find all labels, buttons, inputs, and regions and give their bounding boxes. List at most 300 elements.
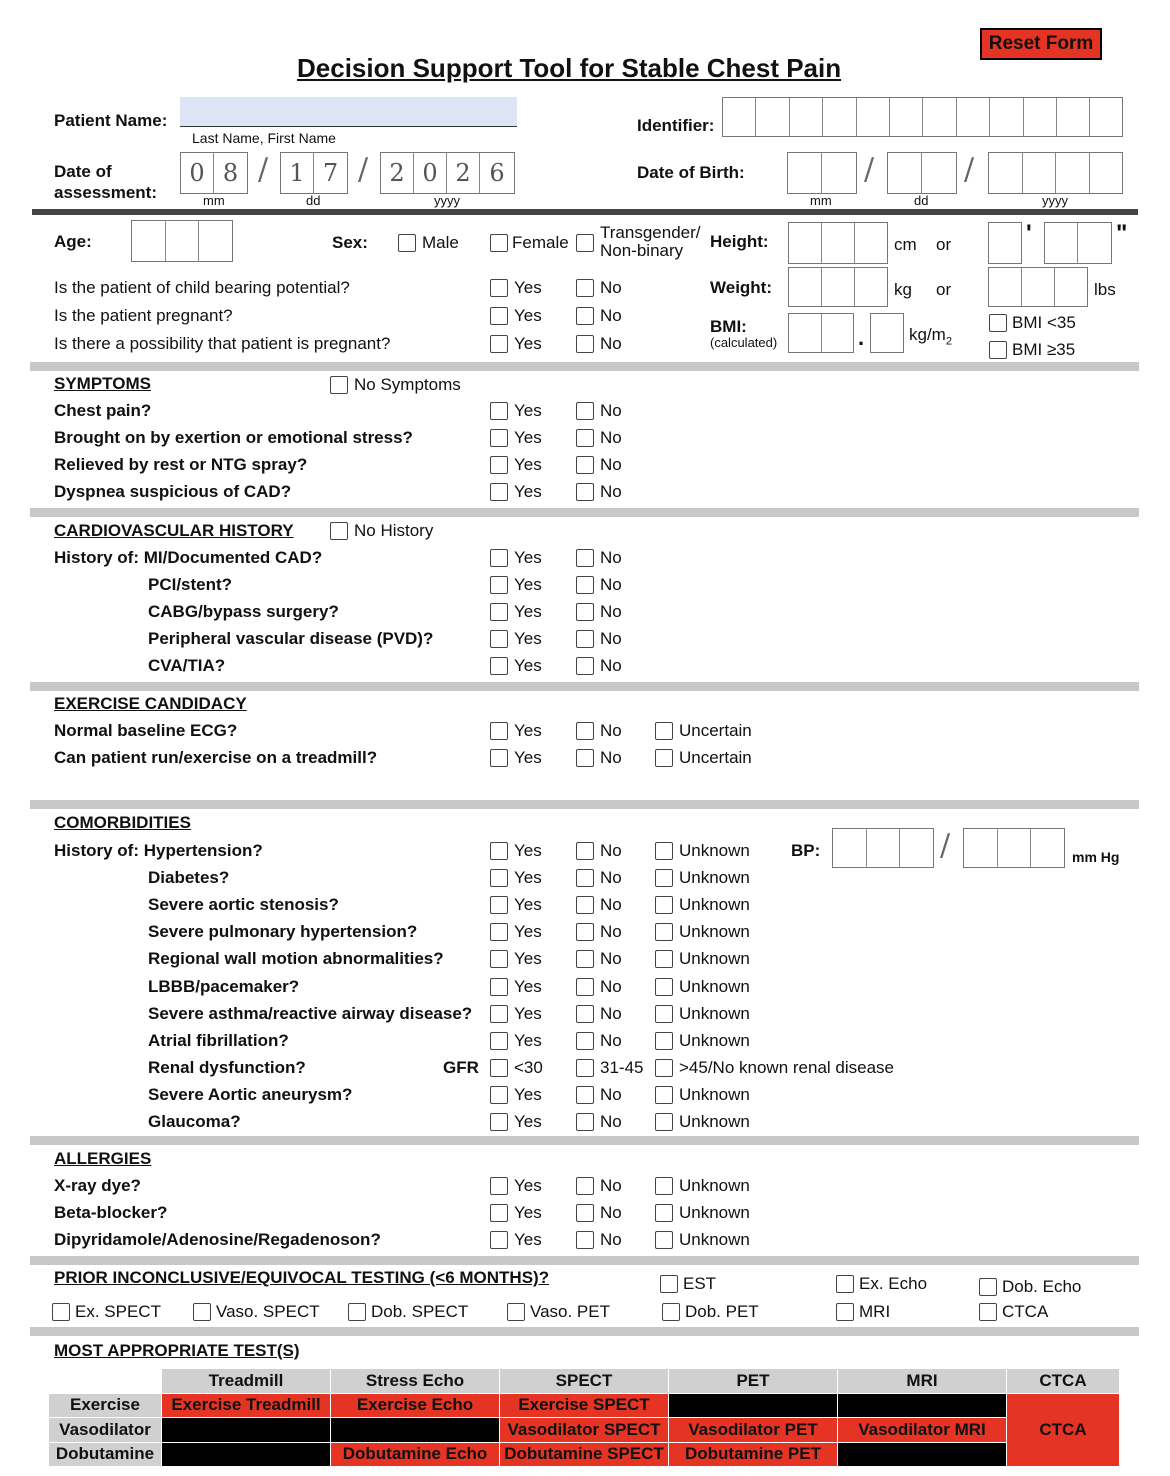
- dd-hint: dd: [914, 193, 929, 208]
- cell-empty: [162, 1418, 331, 1443]
- option-yes-label: Yes: [514, 977, 542, 996]
- option-yes-label: Yes: [514, 428, 542, 447]
- cell-empty: [669, 1393, 838, 1418]
- comorbidity-6-unknown-checkbox[interactable]: [655, 1005, 673, 1023]
- option-no-label: No: [600, 401, 622, 420]
- comorbidity-question: Atrial fibrillation?: [148, 1031, 289, 1050]
- prior-dob-pet-checkbox[interactable]: [662, 1303, 680, 1321]
- option-yes-label: Yes: [514, 575, 542, 594]
- row-dobutamine: Dobutamine: [49, 1442, 162, 1467]
- col-stress-echo: Stress Echo: [331, 1369, 500, 1394]
- symptom-3-yes-checkbox[interactable]: [490, 483, 508, 501]
- option-unknown-label: Unknown: [679, 1085, 750, 1104]
- option-yes-label: Yes: [514, 656, 542, 675]
- exercise-header: EXERCISE CANDIDACY: [54, 694, 247, 713]
- option-yes-label: Yes: [514, 1085, 542, 1104]
- option-no-label: No: [600, 629, 622, 648]
- option-yes-label: Yes: [514, 1004, 542, 1023]
- allergy-question: X-ray dye?: [54, 1176, 141, 1195]
- dd-hint: dd: [306, 193, 321, 208]
- allergy-0-no-checkbox[interactable]: [576, 1177, 594, 1195]
- option-no-label: No: [600, 1230, 622, 1249]
- comorbidity-question: LBBB/pacemaker?: [148, 977, 300, 996]
- comorbidity-question: Severe asthma/reactive airway disease?: [148, 1004, 473, 1023]
- assessment-date-label-2: assessment:: [54, 183, 158, 202]
- identifier-field[interactable]: [722, 97, 1123, 137]
- cv-1-no-checkbox[interactable]: [576, 576, 594, 594]
- allergy-1-no-checkbox[interactable]: [576, 1204, 594, 1222]
- reset-form-button[interactable]: Reset Form: [980, 28, 1102, 60]
- col-mri: MRI: [838, 1369, 1007, 1394]
- symptom-2-yes-checkbox[interactable]: [490, 456, 508, 474]
- comorbidity-1-yes-checkbox[interactable]: [490, 869, 508, 887]
- option-yes-label: Yes: [514, 629, 542, 648]
- age-field[interactable]: [131, 220, 233, 262]
- symptom-1-yes-checkbox[interactable]: [490, 429, 508, 447]
- cell-vasodilator-spect: Vasodilator SPECT: [500, 1418, 669, 1443]
- sex-label: Sex:: [332, 233, 368, 252]
- bp-slash: /: [940, 828, 951, 863]
- option-no-label: No: [600, 455, 622, 474]
- weight-or: or: [936, 280, 952, 299]
- bmi-label: BMI:: [710, 317, 747, 336]
- prior-est-label: EST: [683, 1274, 717, 1293]
- comorbidity-3-yes-checkbox[interactable]: [490, 923, 508, 941]
- cell-dobutamine-echo: Dobutamine Echo: [331, 1442, 500, 1467]
- option-unknown-label: Unknown: [679, 1112, 750, 1131]
- prior-dob-pet-label: Dob. PET: [685, 1302, 759, 1321]
- option-unknown-label: Unknown: [679, 949, 750, 968]
- symptom-2-no-checkbox[interactable]: [576, 456, 594, 474]
- prior-mri-checkbox[interactable]: [836, 1303, 854, 1321]
- comorbidities-header: COMORBIDITIES: [54, 813, 191, 832]
- col-treadmill: Treadmill: [162, 1369, 331, 1394]
- tests-table: [48, 1368, 1120, 1467]
- option-no-label: No: [600, 748, 622, 767]
- option-unknown-label: Unknown: [679, 1230, 750, 1249]
- allergy-0-yes-checkbox[interactable]: [490, 1177, 508, 1195]
- option-no-label: No: [600, 868, 622, 887]
- option-no-label: No: [600, 1004, 622, 1023]
- comorbidity-2-unknown-checkbox[interactable]: [655, 896, 673, 914]
- cell-empty: [838, 1442, 1007, 1467]
- age-label: Age:: [54, 232, 92, 251]
- option-no-label: No: [600, 1031, 622, 1050]
- weight-lbs-unit: lbs: [1094, 280, 1116, 299]
- patient-name-field[interactable]: [180, 97, 517, 127]
- comorbidity-2-yes-checkbox[interactable]: [490, 896, 508, 914]
- cv-question: CVA/TIA?: [148, 656, 226, 675]
- cv-question: Peripheral vascular disease (PVD)?: [148, 629, 434, 648]
- gfr-lt30-label: <30: [514, 1058, 543, 1077]
- cell-empty: [838, 1393, 1007, 1418]
- option-no-label: No: [600, 1112, 622, 1131]
- option-no-label: No: [600, 602, 622, 621]
- gfr-lt30-checkbox[interactable]: [490, 1059, 508, 1077]
- option-no-label: No: [600, 548, 622, 567]
- option-yes-label: Yes: [514, 602, 542, 621]
- option-yes-label: Yes: [514, 748, 542, 767]
- symptom-3-no-checkbox[interactable]: [576, 483, 594, 501]
- weight-kg-field[interactable]: [788, 267, 888, 307]
- option-unknown-label: Unknown: [679, 841, 750, 860]
- identifier-label: Identifier:: [637, 116, 715, 135]
- symptom-question: Relieved by rest or NTG spray?: [54, 455, 308, 474]
- comorbidity-7-no-checkbox[interactable]: [576, 1032, 594, 1050]
- comorbidity-question: Renal dysfunction?: [148, 1058, 306, 1077]
- option-yes-label: Yes: [514, 1203, 542, 1222]
- patient-name-hint: Last Name, First Name: [192, 130, 336, 146]
- mm-hint: mm: [203, 193, 225, 208]
- comorbidity-10-yes-checkbox[interactable]: [490, 1113, 508, 1131]
- dob-label: Date of Birth:: [637, 163, 745, 182]
- weight-kg-unit: kg: [894, 280, 912, 299]
- option-no-label: No: [600, 428, 622, 447]
- option-yes-label: Yes: [514, 455, 542, 474]
- comorbidity-10-unknown-checkbox[interactable]: [655, 1113, 673, 1131]
- cv-0-no-checkbox[interactable]: [576, 549, 594, 567]
- option-yes-label: Yes: [514, 721, 542, 740]
- option-no-label: No: [600, 977, 622, 996]
- patient-name-label: Patient Name:: [54, 111, 168, 130]
- bmi-lt35-label: BMI <35: [1012, 313, 1076, 332]
- cell-exercise-spect: Exercise SPECT: [500, 1393, 669, 1418]
- divider: [32, 209, 1138, 215]
- allergy-2-no-checkbox[interactable]: [576, 1231, 594, 1249]
- cell-vasodilator-mri: Vasodilator MRI: [838, 1418, 1007, 1443]
- option-uncertain-label: Uncertain: [679, 748, 752, 767]
- option-yes-label: Yes: [514, 922, 542, 941]
- prior-vaso-pet-label: Vaso. PET: [530, 1302, 610, 1321]
- option-yes-label: Yes: [514, 278, 542, 297]
- tests-header: MOST APPROPRIATE TEST(S): [54, 1341, 300, 1360]
- option-unknown-label: Unknown: [679, 1004, 750, 1023]
- mm-hint: mm: [810, 193, 832, 208]
- prior-est-checkbox[interactable]: [660, 1275, 678, 1293]
- option-no-label: No: [600, 334, 622, 353]
- assessment-day-field[interactable]: 1 7: [280, 152, 348, 194]
- weight-label: Weight:: [710, 278, 773, 297]
- col-pet: PET: [669, 1369, 838, 1394]
- option-no-label: No: [600, 721, 622, 740]
- option-no-label: No: [600, 841, 622, 860]
- option-yes-label: Yes: [514, 1230, 542, 1249]
- comorbidity-7-yes-checkbox[interactable]: [490, 1032, 508, 1050]
- prior-ex-spect-label: Ex. SPECT: [75, 1302, 161, 1321]
- comorbidity-1-no-checkbox[interactable]: [576, 869, 594, 887]
- bp-unit: mm Hg: [1072, 849, 1120, 865]
- cv-1-yes-checkbox[interactable]: [490, 576, 508, 594]
- bmi-whole-field[interactable]: [788, 313, 854, 353]
- row-exercise: Exercise: [49, 1393, 162, 1418]
- comorbidity-9-yes-checkbox[interactable]: [490, 1086, 508, 1104]
- comorbidity-7-unknown-checkbox[interactable]: [655, 1032, 673, 1050]
- comorbidity-question: Regional wall motion abnormalities?: [148, 949, 444, 968]
- allergy-question: Dipyridamole/Adenosine/Regadenoson?: [54, 1230, 381, 1249]
- possibly-pregnant-yes-checkbox[interactable]: [490, 335, 508, 353]
- option-unknown-label: Unknown: [679, 1203, 750, 1222]
- option-yes-label: Yes: [514, 306, 542, 325]
- prior-vaso-spect-label: Vaso. SPECT: [216, 1302, 320, 1321]
- allergy-0-unknown-checkbox[interactable]: [655, 1177, 673, 1195]
- symptoms-header: SYMPTOMS: [54, 374, 151, 393]
- comorbidity-5-unknown-checkbox[interactable]: [655, 978, 673, 996]
- option-yes-label: Yes: [514, 1031, 542, 1050]
- prior-ex-echo-label: Ex. Echo: [859, 1274, 928, 1293]
- exercise-question: Normal baseline ECG?: [54, 721, 238, 740]
- option-yes-label: Yes: [514, 1112, 542, 1131]
- sex-female-label: Female: [512, 233, 569, 252]
- allergy-1-yes-checkbox[interactable]: [490, 1204, 508, 1222]
- gfr-gt45-checkbox[interactable]: [655, 1059, 673, 1077]
- comorbidity-4-yes-checkbox[interactable]: [490, 950, 508, 968]
- option-no-label: No: [600, 656, 622, 675]
- q-pregnant: Is the patient pregnant?: [54, 306, 233, 325]
- child-bearing-no-checkbox[interactable]: [576, 279, 594, 297]
- pregnant-no-checkbox[interactable]: [576, 307, 594, 325]
- date-slash: /: [964, 152, 975, 187]
- sex-transgender-label-1: Transgender/: [600, 223, 701, 242]
- yyyy-hint: yyyy: [434, 193, 460, 208]
- section-separator: [30, 1136, 1139, 1145]
- section-separator: [30, 362, 1139, 371]
- dob-day-field[interactable]: [887, 152, 957, 194]
- symptom-0-no-checkbox[interactable]: [576, 402, 594, 420]
- height-cm-unit: cm: [894, 235, 917, 254]
- cell-ctca: CTCA: [1007, 1393, 1120, 1467]
- date-slash: /: [258, 152, 269, 187]
- sex-male-label: Male: [422, 233, 459, 252]
- option-no-label: No: [600, 575, 622, 594]
- prior-ex-spect-checkbox[interactable]: [52, 1303, 70, 1321]
- row-vasodilator: Vasodilator: [49, 1418, 162, 1443]
- option-yes-label: Yes: [514, 868, 542, 887]
- exercise-0-yes-checkbox[interactable]: [490, 722, 508, 740]
- possibly-pregnant-no-checkbox[interactable]: [576, 335, 594, 353]
- symptom-1-no-checkbox[interactable]: [576, 429, 594, 447]
- no-symptoms-checkbox[interactable]: [330, 376, 348, 394]
- height-label: Height:: [710, 232, 769, 251]
- option-no-label: No: [600, 482, 622, 501]
- bp-label: BP:: [791, 841, 821, 860]
- prior-dob-echo-label: Dob. Echo: [1002, 1277, 1082, 1296]
- bp-diastolic-field[interactable]: [963, 828, 1065, 868]
- comorbidity-5-no-checkbox[interactable]: [576, 978, 594, 996]
- gfr-31-45-checkbox[interactable]: [576, 1059, 594, 1077]
- height-cm-field[interactable]: [788, 222, 888, 264]
- prior-testing-header: PRIOR INCONCLUSIVE/EQUIVOCAL TESTING (<6 MONTHS)?: [54, 1268, 550, 1287]
- gfr-label: GFR: [443, 1058, 479, 1077]
- feet-mark: ': [1026, 220, 1032, 247]
- prior-ctca-checkbox[interactable]: [979, 1303, 997, 1321]
- height-inches-field[interactable]: [1044, 222, 1112, 264]
- sex-female-checkbox[interactable]: [490, 234, 508, 252]
- prior-dob-spect-checkbox[interactable]: [348, 1303, 366, 1321]
- exercise-0-uncertain-checkbox[interactable]: [655, 722, 673, 740]
- option-no-label: No: [600, 1085, 622, 1104]
- comorbidity-question: Diabetes?: [148, 868, 230, 887]
- comorbidity-0-yes-checkbox[interactable]: [490, 842, 508, 860]
- option-yes-label: Yes: [514, 949, 542, 968]
- comorbidity-5-yes-checkbox[interactable]: [490, 978, 508, 996]
- comorbidity-9-no-checkbox[interactable]: [576, 1086, 594, 1104]
- option-no-label: No: [600, 278, 622, 297]
- height-or: or: [936, 235, 952, 254]
- assessment-month-field[interactable]: 0 8: [180, 152, 248, 194]
- bmi-unit: $kg/m_2$: [909, 325, 952, 348]
- exercise-1-uncertain-checkbox[interactable]: [655, 749, 673, 767]
- symptom-0-yes-checkbox[interactable]: [490, 402, 508, 420]
- option-no-label: No: [600, 1203, 622, 1222]
- option-yes-label: Yes: [514, 1176, 542, 1195]
- option-yes-label: Yes: [514, 548, 542, 567]
- cv-4-yes-checkbox[interactable]: [490, 657, 508, 675]
- pregnant-yes-checkbox[interactable]: [490, 307, 508, 325]
- option-uncertain-label: Uncertain: [679, 721, 752, 740]
- cell-vasodilator-pet: Vasodilator PET: [669, 1418, 838, 1443]
- comorbidity-1-unknown-checkbox[interactable]: [655, 869, 673, 887]
- cv-0-yes-checkbox[interactable]: [490, 549, 508, 567]
- bmi-ge35-label: BMI ≥35: [1012, 340, 1076, 359]
- cv-3-no-checkbox[interactable]: [576, 630, 594, 648]
- cell-dobutamine-spect: Dobutamine SPECT: [500, 1442, 669, 1467]
- cv-history-header: CARDIOVASCULAR HISTORY: [54, 521, 294, 540]
- section-separator: [30, 1256, 1139, 1265]
- option-yes-label: Yes: [514, 334, 542, 353]
- comorbidity-4-no-checkbox[interactable]: [576, 950, 594, 968]
- comorbidity-question: Severe pulmonary hypertension?: [148, 922, 418, 941]
- prior-vaso-spect-checkbox[interactable]: [193, 1303, 211, 1321]
- prior-mri-label: MRI: [859, 1302, 891, 1321]
- option-no-label: No: [600, 1176, 622, 1195]
- gfr-31-45-label: 31-45: [600, 1058, 644, 1077]
- comorbidity-question: Glaucoma?: [148, 1112, 241, 1131]
- col-ctca: CTCA: [1007, 1369, 1120, 1394]
- allergy-1-unknown-checkbox[interactable]: [655, 1204, 673, 1222]
- comorbidity-3-no-checkbox[interactable]: [576, 923, 594, 941]
- dob-month-field[interactable]: [787, 152, 857, 194]
- symptom-question: Dyspnea suspicious of CAD?: [54, 482, 292, 501]
- dob-year-field[interactable]: [988, 152, 1123, 194]
- cv-2-yes-checkbox[interactable]: [490, 603, 508, 621]
- exercise-1-yes-checkbox[interactable]: [490, 749, 508, 767]
- no-history-checkbox[interactable]: [330, 522, 348, 540]
- date-slash: /: [864, 152, 875, 187]
- comorbidity-10-no-checkbox[interactable]: [576, 1113, 594, 1131]
- col-spect: SPECT: [500, 1369, 669, 1394]
- no-history-label: No History: [354, 521, 434, 540]
- q-child-bearing: Is the patient of child bearing potential?: [54, 278, 350, 297]
- cell-empty: [162, 1442, 331, 1467]
- comorbidity-3-unknown-checkbox[interactable]: [655, 923, 673, 941]
- allergy-question: Beta-blocker?: [54, 1203, 168, 1222]
- prior-ctca-label: CTCA: [1002, 1302, 1049, 1321]
- cv-question: CABG/bypass surgery?: [148, 602, 339, 621]
- prior-ex-echo-checkbox[interactable]: [836, 1275, 854, 1293]
- option-unknown-label: Unknown: [679, 868, 750, 887]
- comorbidity-question: History of: Hypertension?: [54, 841, 263, 860]
- cv-2-no-checkbox[interactable]: [576, 603, 594, 621]
- allergies-header: ALLERGIES: [54, 1149, 152, 1168]
- child-bearing-yes-checkbox[interactable]: [490, 279, 508, 297]
- sex-transgender-checkbox[interactable]: [576, 234, 594, 252]
- exercise-1-no-checkbox[interactable]: [576, 749, 594, 767]
- comorbidity-6-yes-checkbox[interactable]: [490, 1005, 508, 1023]
- cell-exercise-treadmill: Exercise Treadmill: [162, 1393, 331, 1418]
- weight-lbs-field[interactable]: [988, 267, 1088, 307]
- prior-dob-echo-checkbox[interactable]: [979, 1278, 997, 1296]
- option-unknown-label: Unknown: [679, 1031, 750, 1050]
- bmi-ge35-checkbox[interactable]: [989, 341, 1007, 359]
- symptom-question: Brought on by exertion or emotional stress?: [54, 428, 413, 447]
- option-no-label: No: [600, 922, 622, 941]
- cv-4-no-checkbox[interactable]: [576, 657, 594, 675]
- no-symptoms-label: No Symptoms: [354, 375, 461, 394]
- date-slash: /: [358, 152, 369, 187]
- comorbidity-4-unknown-checkbox[interactable]: [655, 950, 673, 968]
- section-separator: [30, 1327, 1139, 1336]
- section-separator: [30, 800, 1139, 809]
- option-unknown-label: Unknown: [679, 1176, 750, 1195]
- option-unknown-label: Unknown: [679, 977, 750, 996]
- prior-vaso-pet-checkbox[interactable]: [507, 1303, 525, 1321]
- option-yes-label: Yes: [514, 895, 542, 914]
- bp-systolic-field[interactable]: [832, 828, 934, 868]
- inch-mark: ": [1116, 220, 1128, 247]
- gfr-gt45-label: >45/No known renal disease: [679, 1058, 894, 1077]
- bmi-decimal-field[interactable]: [870, 313, 904, 353]
- cv-question: History of: MI/Documented CAD?: [54, 548, 323, 567]
- height-feet-field[interactable]: [988, 222, 1022, 264]
- section-separator: [30, 508, 1139, 517]
- page-title: Decision Support Tool for Stable Chest Pain: [297, 53, 842, 83]
- section-separator: [30, 682, 1139, 691]
- comorbidity-6-no-checkbox[interactable]: [576, 1005, 594, 1023]
- cell-exercise-echo: Exercise Echo: [331, 1393, 500, 1418]
- assessment-date-label-1: Date of: [54, 162, 112, 181]
- cv-question: PCI/stent?: [148, 575, 233, 594]
- cell-dobutamine-pet: Dobutamine PET: [669, 1442, 838, 1467]
- option-yes-label: Yes: [514, 482, 542, 501]
- exercise-0-no-checkbox[interactable]: [576, 722, 594, 740]
- option-no-label: No: [600, 949, 622, 968]
- option-no-label: No: [600, 306, 622, 325]
- option-unknown-label: Unknown: [679, 922, 750, 941]
- allergy-2-yes-checkbox[interactable]: [490, 1231, 508, 1249]
- cv-3-yes-checkbox[interactable]: [490, 630, 508, 648]
- q-possibly-pregnant: Is there a possibility that patient is pregnant?: [54, 334, 391, 353]
- exercise-question: Can patient run/exercise on a treadmill?: [54, 748, 378, 767]
- comorbidity-0-unknown-checkbox[interactable]: [655, 842, 673, 860]
- option-no-label: No: [600, 895, 622, 914]
- symptom-question: Chest pain?: [54, 401, 152, 420]
- comorbidity-question: Severe aortic stenosis?: [148, 895, 339, 914]
- assessment-year-field[interactable]: 2 0 2 6: [380, 152, 515, 194]
- bmi-calculated-hint: (calculated): [710, 335, 778, 350]
- comorbidity-2-no-checkbox[interactable]: [576, 896, 594, 914]
- option-yes-label: Yes: [514, 401, 542, 420]
- option-yes-label: Yes: [514, 841, 542, 860]
- option-unknown-label: Unknown: [679, 895, 750, 914]
- allergy-2-unknown-checkbox[interactable]: [655, 1231, 673, 1249]
- comorbidity-question: Severe Aortic aneurysm?: [148, 1085, 353, 1104]
- sex-male-checkbox[interactable]: [398, 234, 416, 252]
- comorbidity-9-unknown-checkbox[interactable]: [655, 1086, 673, 1104]
- prior-dob-spect-label: Dob. SPECT: [371, 1302, 469, 1321]
- bmi-lt35-checkbox[interactable]: [989, 314, 1007, 332]
- sex-transgender-label-2: Non-binary: [600, 241, 684, 260]
- comorbidity-0-no-checkbox[interactable]: [576, 842, 594, 860]
